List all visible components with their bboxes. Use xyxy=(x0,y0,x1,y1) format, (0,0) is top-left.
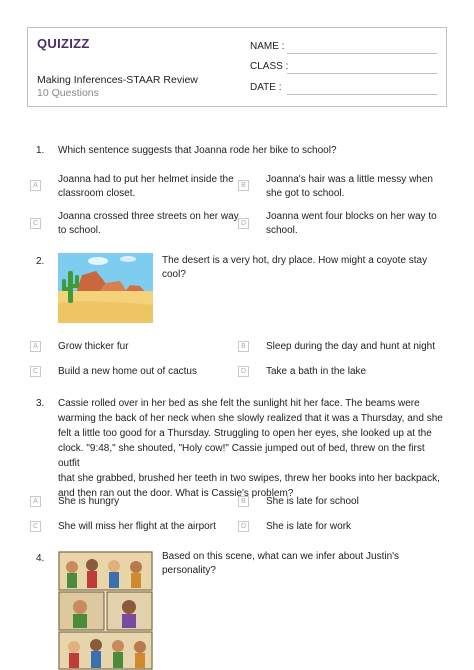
q1-option-b-box[interactable]: B xyxy=(238,180,249,191)
desert-illustration xyxy=(58,253,153,323)
question-2-line2: cool? xyxy=(162,269,186,280)
q2-option-b-box[interactable]: B xyxy=(238,341,249,352)
class-label: CLASS : xyxy=(250,61,289,72)
question-2-text xyxy=(162,254,427,282)
q3-option-c[interactable]: She will miss her flight at the airport xyxy=(58,521,216,532)
q2-option-c-box[interactable]: C xyxy=(30,366,41,377)
q3-option-d[interactable]: She is late for work xyxy=(266,521,352,532)
q1-option-d-line2: school. xyxy=(266,225,298,236)
question-4-line2: personality? xyxy=(162,565,216,576)
date-label: DATE : xyxy=(250,82,282,93)
q1-option-b-line2: she got to school. xyxy=(266,188,345,199)
desert-cactus-image xyxy=(58,253,153,323)
q2-option-d[interactable]: Take a bath in the lake xyxy=(266,366,367,377)
q1-option-d-line1: Joanna went four blocks on her way to xyxy=(266,211,437,222)
question-2-line1: The desert is a very hot, dry place. How might a coyote stay xyxy=(162,255,428,266)
comic-scene-image xyxy=(58,551,153,670)
passage-line-5: that she grabbed, brushed her teeth in two swipes, threw her books into her backpack, xyxy=(58,473,440,484)
name-label: NAME : xyxy=(250,41,285,52)
question-1-number: 1. xyxy=(36,145,45,156)
question-4-text xyxy=(162,550,399,578)
passage-line-2: warming the back of her neck when she slowly realized that it was a Thursday, and she xyxy=(58,413,443,424)
q1-option-b-line1: Joanna's hair was a little messy when xyxy=(266,174,433,185)
q3-option-d-box[interactable]: D xyxy=(238,521,249,532)
question-4-line1: Based on this scene, what can we infer about Justin's xyxy=(162,551,400,562)
quizizz-logo: QUIZIZZ xyxy=(37,36,90,51)
question-count: 10 Questions xyxy=(37,87,99,99)
worksheet-title: Making Inferences-STAAR Review xyxy=(37,74,198,86)
passage-line-6: and then ran out the door. What is Cassie's problem? xyxy=(58,488,294,499)
q1-option-c-line2: to school. xyxy=(58,225,101,236)
q2-option-a[interactable]: Grow thicker fur xyxy=(58,341,129,352)
q3-option-b[interactable]: She is late for school xyxy=(266,496,359,507)
q2-option-b[interactable]: Sleep during the day and hunt at night xyxy=(266,341,436,352)
comic-illustration xyxy=(58,551,153,670)
q2-option-c[interactable]: Build a new home out of cactus xyxy=(58,366,197,377)
q1-option-a-box[interactable]: A xyxy=(30,180,41,191)
q1-option-c[interactable] xyxy=(58,210,239,238)
q1-option-c-line1: Joanna crossed three streets on her way xyxy=(58,211,239,222)
class-line[interactable] xyxy=(287,73,437,74)
q3-option-a[interactable]: She is hungry xyxy=(58,496,120,507)
q1-option-b[interactable] xyxy=(266,173,433,201)
q1-option-a-line2: classroom closet. xyxy=(58,188,136,199)
q1-option-a-line1: Joanna had to put her helmet inside the xyxy=(58,174,234,185)
q1-option-d[interactable] xyxy=(266,210,437,238)
q1-option-c-box[interactable]: C xyxy=(30,218,41,229)
question-1-text: Which sentence suggests that Joanna rode her bike to school? xyxy=(58,145,337,156)
date-line[interactable] xyxy=(287,94,437,95)
passage-line-3: felt a little too good for a Thursday. Struggling to open her eyes, she looked up at the xyxy=(58,428,432,439)
q2-option-d-box[interactable]: D xyxy=(238,366,249,377)
q1-option-a[interactable] xyxy=(58,173,234,201)
name-line[interactable] xyxy=(287,53,437,54)
q2-option-a-box[interactable]: A xyxy=(30,341,41,352)
q3-option-b-box[interactable]: B xyxy=(238,496,249,507)
question-2-number: 2. xyxy=(36,256,45,267)
question-3-number: 3. xyxy=(36,398,45,409)
q3-option-c-box[interactable]: C xyxy=(30,521,41,532)
question-3-passage xyxy=(58,396,448,501)
q1-option-d-box[interactable]: D xyxy=(238,218,249,229)
passage-line-1: Cassie rolled over in her bed as she felt the sunlight hit her face. The beams were xyxy=(58,398,420,409)
q3-option-a-box[interactable]: A xyxy=(30,496,41,507)
passage-line-4: clock. "9:48," she shouted, "Holy cow!" Cassie jumped out of bed, threw on the first outfit xyxy=(58,443,425,469)
question-4-number: 4. xyxy=(36,553,45,564)
